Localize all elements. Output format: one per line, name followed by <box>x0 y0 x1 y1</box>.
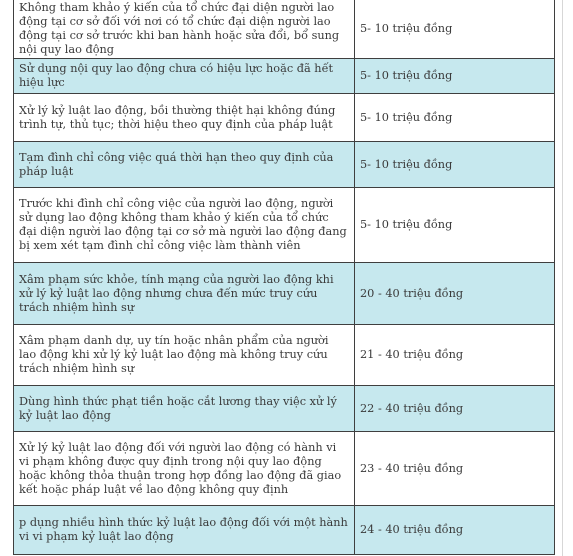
fine-cell: 5- 10 triệu đồng <box>355 188 555 263</box>
table-row <box>14 263 555 325</box>
violation-cell: Không tham khảo ý kiến của tổ chức đại diện người lao động tại cơ sở đối với nơi có tổ chức đại diện người lao động tại cơ sở trước khi ban hành hoặc sửa đổi, bổ sung nội quy lao động <box>14 0 355 59</box>
page-divider <box>562 0 563 556</box>
penalty-table <box>13 0 555 555</box>
violation-cell: Trước khi đình chỉ công việc của người lao động, người sử dụng lao động không tham khảo ý kiến của tổ chức đại diện người lao động tại cơ sở mà người lao động đang bị xem xét tạm đình chỉ công việc làm thành viên <box>14 188 355 263</box>
fine-cell: 20 - 40 triệu đồng <box>355 263 555 325</box>
table-row <box>14 432 555 506</box>
fine-cell: 5- 10 triệu đồng <box>355 142 555 188</box>
penalty-table-body <box>14 0 555 555</box>
fine-cell: 23 - 40 triệu đồng <box>355 432 555 506</box>
table-row <box>14 142 555 188</box>
violation-cell: Xâm phạm sức khỏe, tính mạng của người lao động khi xử lý kỷ luật lao động nhưng chưa đến mức truy cứu trách nhiệm hình sự <box>14 263 355 325</box>
violation-cell: Xử lý kỷ luật lao động, bồi thường thiệt hại không đúng trình tự, thủ tục; thời hiệu theo quy định của pháp luật <box>14 94 355 142</box>
table-row <box>14 94 555 142</box>
violation-cell: Xâm phạm danh dự, uy tín hoặc nhân phẩm của người lao động khi xử lý kỷ luật lao động mà không truy cứu trách nhiệm hình sự <box>14 325 355 386</box>
violation-cell: Dùng hình thức phạt tiền hoặc cắt lương thay việc xử lý kỷ luật lao động <box>14 386 355 432</box>
fine-cell: 21 - 40 triệu đồng <box>355 325 555 386</box>
table-row <box>14 188 555 263</box>
fine-cell: 5- 10 triệu đồng <box>355 94 555 142</box>
fine-cell: 5- 10 triệu đồng <box>355 59 555 94</box>
fine-cell: 24 - 40 triệu đồng <box>355 506 555 555</box>
table-row <box>14 0 555 59</box>
table-row <box>14 506 555 555</box>
violation-cell: Xử lý kỷ luật lao động đối với người lao động có hành vi vi phạm không được quy định trong nội quy lao động hoặc không thỏa thuận trong hợp đồng lao động đã giao kết hoặc pháp luật về lao động không quy định <box>14 432 355 506</box>
fine-cell: 5- 10 triệu đồng <box>355 0 555 59</box>
fine-cell: 22 - 40 triệu đồng <box>355 386 555 432</box>
table-row <box>14 386 555 432</box>
violation-cell: p dụng nhiều hình thức kỷ luật lao động đối với một hành vi vi phạm kỷ luật lao động <box>14 506 355 555</box>
table-row <box>14 325 555 386</box>
violation-cell: Sử dụng nội quy lao động chưa có hiệu lực hoặc đã hết hiệu lực <box>14 59 355 94</box>
violation-cell: Tạm đình chỉ công việc quá thời hạn theo quy định của pháp luật <box>14 142 355 188</box>
table-row <box>14 59 555 94</box>
